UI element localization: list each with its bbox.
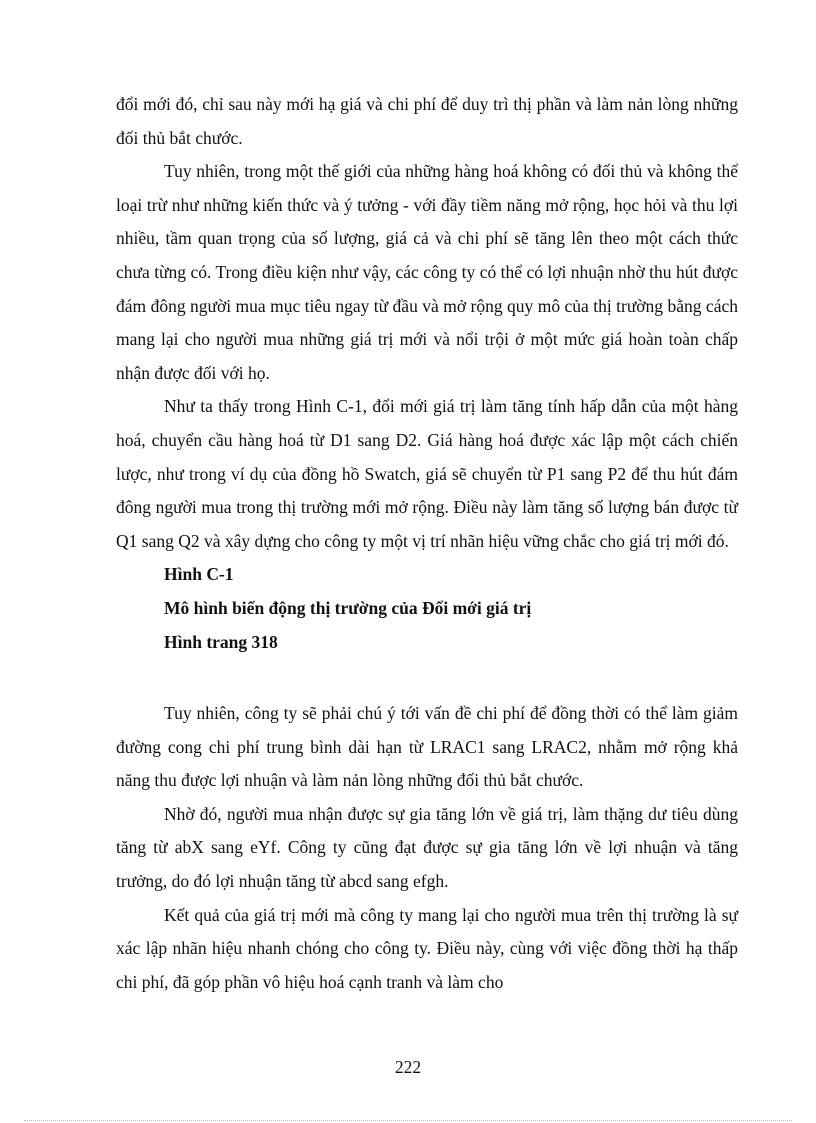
figure-label: Hình C-1 — [164, 564, 234, 585]
paragraph-consumer-surplus: Nhờ đó, người mua nhận được sự gia tăng lớn về giá trị, làm thặng dư tiêu dùng tăng từ abX sang eYf. Công ty cũng đạt được sự gia tăng lớn về lợi nhuận và tăng trưởng, do đó lợi nhuận tăng từ abcd sang efgh. — [116, 803, 738, 892]
paragraph-cost-curve: Tuy nhiên, công ty sẽ phải chú ý tới vấn đề chi phí để đồng thời có thể làm giảm đường cong chi phí trung bình dài hạn từ LRAC1 sang LRAC2, nhằm mở rộng khả năng thu được lợi nhuận và làm nản lòng những đối thủ bắt chước. — [116, 703, 738, 791]
document-page — [116, 88, 738, 999]
figure-page-reference: Hình trang 318 — [164, 631, 278, 652]
paragraph-figure-explanation: Như ta thấy trong Hình C-1, đổi mới giá trị làm tăng tính hấp dẫn của một hàng hoá, chuyển cầu hàng hoá từ D1 sang D2. Giá hàng hoá được xác lập một cách chiến lược, như trong ví dụ của đồng hồ Swatch, giá sẽ chuyển từ P1 sang P2 để thu hút đám đông người mua trong thị trường mới mở rộng. Điều này làm tăng số lượng bán được từ Q1 sang Q2 và xây dựng cho công ty một vị trí nhãn hiệu vững chắc cho giá trị mới đó. — [116, 396, 738, 551]
paragraph-world-of-goods: Tuy nhiên, trong một thế giới của những hàng hoá không có đối thủ và không thể loại trừ như những kiến thức và ý tưởng - với đầy tiềm năng mở rộng, học hỏi và thu lợi nhiều, tầm quan trọng của số lượng, giá cả và chi phí sẽ tăng lên theo một cách thức chưa từng có. Trong điều kiện như vậy, các công ty có thể có lợi nhuận nhờ thu hút được đám đông người mua mục tiêu ngay từ đầu và mở rộng quy mô của thị trường bằng cách mang lại cho người mua những giá trị mới và nổi trội ở một mức giá hoàn toàn chấp nhận được đối với họ. — [116, 161, 738, 383]
paragraph-brand-result: Kết quả của giá trị mới mà công ty mang lại cho người mua trên thị trường là sự xác lập nhãn hiệu nhanh chóng cho công ty. Điều này, cùng với việc đồng thời hạ thấp chi phí, đã góp phần vô hiệu hoá cạnh tranh và làm cho — [116, 904, 738, 992]
figure-spacer — [116, 659, 738, 697]
figure-title: Mô hình biến động thị trường của Đổi mới giá trị — [164, 597, 532, 618]
page-number: 222 — [394, 1057, 422, 1077]
paragraph-continuation: đổi mới đó, chỉ sau này mới hạ giá và chi phí để duy trì thị phần và làm nản lòng những đối thủ bắt chước. — [116, 94, 738, 148]
page-bottom-divider — [24, 1120, 792, 1121]
